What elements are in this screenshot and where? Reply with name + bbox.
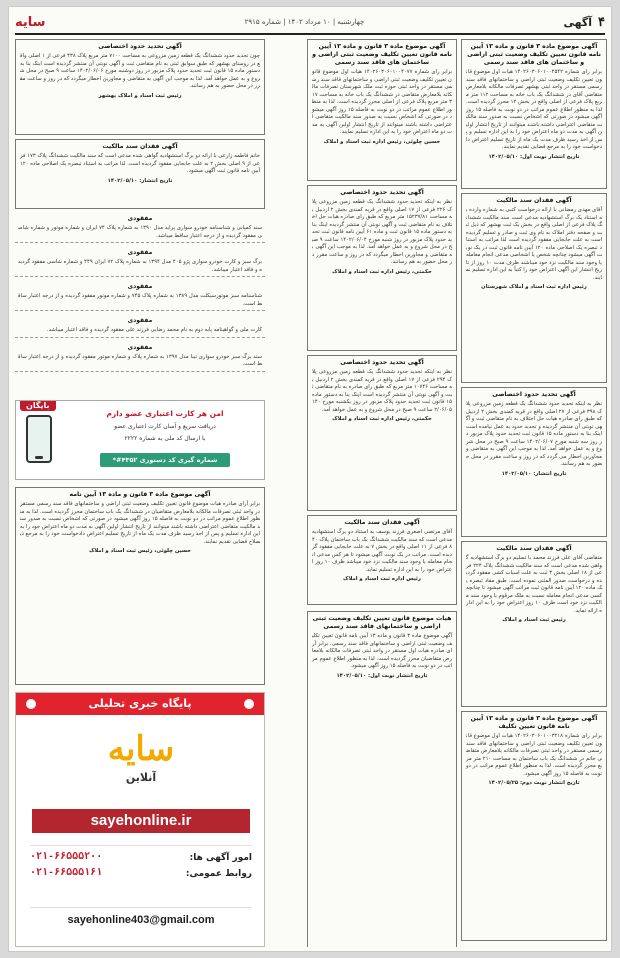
- issue-date: چهارشنبه | ۱۰ مرداد ۱۴۰۲ | شماره ۲۹۱۵: [244, 18, 365, 26]
- phone-list: [30, 850, 150, 882]
- website-link[interactable]: sayehonline.ir: [32, 809, 250, 833]
- page-header: [15, 11, 605, 35]
- ad-signature: حسین چلوئی، رئیس اداره ثبت اسناد و املاک: [323, 138, 441, 145]
- page-number: ۴: [598, 14, 605, 30]
- lost-title: مفقودی: [127, 283, 153, 290]
- ad-title: آگهی تحدید حدود اختصاصی: [98, 43, 182, 50]
- contact-block: [30, 845, 252, 889]
- ad-line: دریافت سریع و آسان کارت اعتباری عضو: [114, 423, 216, 430]
- ussd-code-box: شماره گیری کد دستوری ۴۳۵۲#*: [100, 453, 230, 467]
- ad-signature: رئیس اداره ثبت اسناد و املاک: [343, 576, 421, 582]
- promo-banner: پایگاه خبری تحلیلی: [16, 693, 264, 715]
- header-right: [563, 15, 605, 30]
- ad-tag: بایگان: [20, 400, 56, 411]
- ad-signature: حکمتی، رئیس اداره ثبت اسناد و املاک: [332, 268, 432, 275]
- phone-labels: [152, 850, 252, 882]
- ad-signature: رئیس اداره ثبت اسناد و املاک شهرستان: [481, 284, 587, 290]
- phone-pr[interactable]: ۰۲۱-۶۶۵۵۵۱۶۱: [30, 868, 103, 879]
- ad-headline: امن هر کارت اعتباری عضو دارم: [106, 409, 224, 418]
- lost-notice: [15, 281, 265, 311]
- newspaper-page: [8, 6, 612, 952]
- ad-title: آگهی موضوع ماده ۳ قانون و ماده ۱۳ آیین نامه: [69, 491, 211, 498]
- ad-title: آگهی موضوع ماده ۳ قانون و ماده ۱۳ آیین نامه قانون تعیین تکلیف: [470, 715, 598, 730]
- lost-notice: [15, 342, 265, 372]
- ad-title: آگهی موضوع ماده ۳ قانون و ماده ۱۳ آیین نامه قانون تعیین تکلیف وضعیت ثبتی اراضی و ساختمان های فاقد سند رسمی: [467, 43, 601, 66]
- ad-block: [461, 193, 607, 383]
- phone-ads[interactable]: ۰۲۱-۶۶۵۵۵۲۰۰: [30, 852, 103, 863]
- ad-title: آگهی فقدان سند مالکیت: [496, 197, 572, 204]
- ad-title: هیات موضوع قانون تعیین تکلیف وضعیت ثبتی اراضی و ساختمانهای فاقد سند رسمی: [312, 615, 452, 630]
- column-right: [461, 39, 607, 947]
- ad-block: [461, 39, 607, 189]
- ad-body: چون تحدید حدود ششدانگ یک قطعه زمین مزروعی به مساحت ۷۱۰۰ متر مربع پلاک ۴۳۸ فرعی از ۱ اصلی واقع در روستای بهشهر که طبق سوابق ثبتی به نام متقاضی ثبت و آگهی نوبتی آن منتشر گردیده است اینک بنا به دستور ماده ۱۵ قانون ثبت تحدید حدود پلاک مزبور در روز دوشنبه مورخ ۱۴۰۲/۰۶/۰۶ ساعت ۹ صبح در محل شروع و به عمل خواهد آمد. لذا به موجب این آگهی به متقاضی و مجاورین اخطار میگردد که در روز و ساعت مقرر در محل حضور به هم رسانند.: [20, 53, 260, 89]
- ad-signature: رئیس ثبت اسناد و املاک بهشهر: [98, 92, 182, 99]
- logo-sub: آنلاین: [125, 771, 157, 784]
- ad-block: [307, 611, 457, 947]
- lost-notice: [15, 213, 265, 243]
- ad-block: [15, 139, 265, 209]
- ad-block: [307, 185, 457, 351]
- masthead-logo: سایه: [15, 14, 46, 30]
- lost-notice: [15, 315, 265, 338]
- ad-body: برابر آرای صادره هیات موضوع قانون تعیین تکلیف وضعیت ثبتی اراضی و ساختمانهای فاقد سند رسمی مستقر در واحد ثبتی تصرفات مالکانه بلامعارض متقاضیان در ششدانگ یک باب ساختمان محرز گردیده است. لذا به منظور اطلاع عموم مراتب در دو نوبت به فاصله ۱۵ روز آگهی میشود در صورتی که اشخاص نسبت به صدور سند مالکیت متقاضی اعتراضی داشته باشند میتوانند از تاریخ انتشار اولین آگهی به مدت دو ماه اعتراض خود را به این اداره تسلیم و پس از اخذ رسید ظرف مدت یک ماه از تاریخ تسلیم اعتراض دادخواست خود را به مرجع ذیصلاح قضایی تقدیم نمایند.: [20, 501, 261, 545]
- section-title: آگهی: [563, 15, 593, 29]
- lost-body: سند کمپانی و شناسنامه خودرو سواری پراید مدل ۱۳۹۰ به شماره پلاک ۷۴ ایران و شماره موتور و شماره شاسی مفقود گردیده و از درجه اعتبار ساقط میباشد.: [18, 225, 263, 239]
- mobile-banking-ad[interactable]: [15, 400, 265, 480]
- ad-signature: تاریخ انتشار نوبت اول: ۱۴۰۲/۰۵/۱۰: [488, 153, 580, 160]
- ad-signature: رئیس ثبت اسناد و املاک: [502, 617, 566, 623]
- ad-block: [307, 355, 457, 511]
- lost-title: مفقودی: [127, 343, 153, 351]
- column-left: [15, 39, 265, 395]
- wide-notice: [15, 487, 265, 687]
- ad-title: آگهی فقدان سند مالکیت: [496, 545, 572, 552]
- lost-title: مفقودی: [127, 215, 153, 222]
- ad-block: [15, 487, 265, 685]
- ad-body: متقاضی آقای علی فرزند محمد با تسلیم دو برگ استشهادیه گواهی شده مدعی است که سند مالکیت ششدانگ پلاک ۲۲۴ فرعی از ۱۸ اصلی بخش ۳ ثبت به علت اسباب کشی مفقود گردیده و درخواست صدور المثنی نموده است. طبق مفاد تبصره یک ماده ۱۲۰ آیین نامه قانون ثبت مراتب آگهی میشود تا چنانچه کسی مدعی انجام معامله نسبت به ملک مرقوم یا وجود سند مالکیت نزد خود است ظرف ۱۰ روز اعتراض خود را به این اداره ارائه نماید.: [466, 555, 602, 614]
- label-ads: امور آگهی ها:: [189, 853, 252, 863]
- ad-title: آگهی تحدید حدود اختصاصی: [340, 359, 424, 366]
- ad-signature: تاریخ انتشار نوبت دوم: ۱۴۰۲/۰۵/۲۵: [488, 780, 580, 786]
- ad-title: آگهی تحدید حدود اختصاصی: [492, 391, 576, 398]
- lost-body: سند برگ سبز خودرو سواری تیبا مدل ۱۳۹۷ به شماره پلاک و شماره موتور مفقود گردیده و از درجه اعتبار ساقط است.: [18, 353, 262, 367]
- email-link[interactable]: sayehonline403@gmail.com: [30, 907, 252, 929]
- phone-icon: [26, 415, 52, 463]
- ad-block: [461, 387, 607, 537]
- ad-body: نظر به اینکه تحدید حدود ششدانگ یک قطعه زمین مزروعی پلاک ۲۲۶ فرعی از ۱۷ اصلی واقع در قریه کمندی بخش ۲ اردبیل به مساحت ۱۵۲۳۷/۸۱ متر مربع که طبق رای صادره هیات حل اختلاف به نام متقاضی ثبت و آگهی نوبتی آن منتشر گردیده اینک بنا به دستور ماده ۱۵ قانون ثبت و ماده ۶۱ آیین نامه قانون ثبت تحدید حدود پلاک مزبور در روز شنبه مورخ ۱۴۰۲/۰۶/۰۴ ساعت ۹ صبح در محل شروع و به عمل خواهد آمد. لذا به موجب این آگهی به متقاضی و مجاورین اخطار میگردد که در روز و ساعت مقرر در محل حضور به هم رسانند.: [311, 199, 453, 265]
- lost-body: شناسنامه سبز موتورسیکلت مدل ۱۳۸۹ به شماره پلاک ۷۴۵ و شماره موتور مفقود گردیده و از درجه اعتبار ساقط است.: [18, 293, 263, 307]
- ad-block: [461, 711, 607, 941]
- ad-body: خانم فاطمه زارعی با ارائه دو برگ استشهادیه گواهی شده مدعی است که سند مالکیت ششدانگ پلاک ۱۷۳ فرعی از ۹ اصلی بخش ۲ به علت جابجایی مفقود گردیده است. لذا مراتب به استناد تبصره یک اصلاحی ماده ۱۲۰ آیین نامه قانون ثبت آگهی میشود.: [20, 153, 260, 174]
- ad-title: آگهی فقدان سند مالکیت: [102, 143, 178, 150]
- lost-notice: [15, 247, 265, 277]
- ad-body: آقای مرتضی اصغری فرزند یوسف به استناد دو برگ استشهادیه مدعی است که سند مالکیت ششدانگ یک باب ساختمان پلاک ۴۰۸ فرعی از ۱۱ اصلی واقع در بخش ۷ به علت جابجایی مفقود گردیده است. مراتب در یک نوبت آگهی میشود تا هر کس مدعی انجام معامله یا وجود سند مالکیت نزد خود میباشد ظرف ۱۰ روز اعتراض خود را به این اداره تسلیم نماید.: [312, 529, 452, 573]
- ad-title: آگهی فقدان سند مالکیت: [344, 519, 420, 526]
- ad-title: آگهی موضوع ماده ۳ قانون و ماده ۱۳ آیین نامه قانون تعیین تکلیف وضعیت ثبتی اراضی و ساختمان های فاقد سند رسمی: [312, 43, 452, 66]
- column-center: [307, 39, 457, 947]
- ad-signature: حسین چلوئی، رئیس ثبت اسناد و املاک: [88, 548, 192, 554]
- logo-main: سایه: [107, 729, 175, 769]
- promo-logo: [36, 727, 246, 797]
- ad-block: [15, 39, 265, 135]
- ad-body: برابر رای شماره ۱۴۰۲۶۰۳۰۶۰۱۰۰۴۵۴۲ هیات اول موضوع قانون تعیین تکلیف وضعیت ثبتی اراضی و ساختمانهای فاقد سند رسمی مستقر در واحد ثبتی بهشهر تصرفات مالکانه بلامعارض متقاضی آقای در ششدانگ یک باب خانه به مساحت ۱۱۲ متر مربع پلاک فرعی از اصلی واقع در بخش ۱۲ محرز گردیده است. لذا به منظور اطلاع عموم مراتب در دو نوبت به فاصله ۱۵ روز آگهی میشود در صورتی که اشخاص نسبت به صدور سند مالکیت متقاضی اعتراضی داشته باشند میتوانند از تاریخ انتشار اولین آگهی به مدت دو ماه اعتراض خود را به این اداره تسلیم و پس از اخذ رسید ظرف مدت یک ماه از تاریخ تسلیم اعتراض دادخواست خود را به مرجع قضایی تقدیم نمایند.: [466, 69, 603, 150]
- ad-signature: حکمتی، رئیس اداره ثبت اسناد و املاک: [332, 416, 432, 422]
- ad-body: برابر رای شماره ۱۴۰۲۶۰۳۰۶۰۱۰۰۴۰۷۷ هیات اول موضوع قانون تعیین تکلیف وضعیت ثبتی اراضی و ساختمانهای فاقد سند رسمی مستقر در واحد ثبتی حوزه ثبت ملک شهرستان تصرفات مالکانه بلامعارض متقاضی در ششدانگ یک باب خانه به مساحت ۱۷۳ متر مربع پلاک فرعی از اصلی محرز گردیده است. لذا به منظور اطلاع عموم مراتب در دو نوبت به فاصله ۱۵ روز آگهی میشود در صورتی که اشخاص نسبت به صدور سند مالکیت متقاضی اعتراضی داشته باشند میتوانند از تاریخ انتشار اولین آگهی به مدت دو ماه اعتراض خود را به این اداره تسلیم نمایند.: [312, 69, 452, 135]
- ad-body: برابر رای شماره ۱۴۰۲۶۰۳۰۶۰۱۰۰۳۲۱۸ هیات اول موضوع قانون تعیین تکلیف وضعیت ثبتی اراضی و ساختمانهای فاقد سند رسمی مستقر در واحد ثبتی تصرفات مالکانه بلامعارض متقاضی خانم در ششدانگ یک باب ساختمان به مساحت ۲۱۰ متر مربع محرز گردیده است. لذا به منظور اطلاع عموم مراتب در دو نوبت به فاصله ۱۵ روز آگهی میشود.: [466, 733, 602, 777]
- lost-body: کارت ملی و گواهینامه پایه دوم به نام محمد رضایی فرزند علی مفقود گردیده و فاقد اعتبار میباشد.: [46, 327, 262, 333]
- ad-line: با ارسال کد ملی به شماره ۲۲۲۲: [124, 435, 206, 442]
- ad-signature: تاریخ انتشار: ۱۴۰۲/۰۵/۱۰: [107, 177, 173, 184]
- label-pr: روابط عمومی:: [185, 869, 252, 879]
- ad-body: آگهی موضوع ماده ۳ قانون و ماده ۱۳ آیین نامه قانون تعیین تکلیف وضعیت ثبتی اراضی و ساختمانهای فاقد سند رسمی، برابر آرای صادره هیات اول مستقر در واحد ثبتی تصرفات مالکانه بلامعارض متقاضیان محرز گردیده است. لذا به منظور اطلاع عموم مراتب در دو نوبت به فاصله ۱۵ روز آگهی میشود.: [312, 633, 452, 669]
- ad-signature: تاریخ انتشار: ۱۴۰۲/۰۵/۱۰: [501, 470, 567, 477]
- ad-block: [307, 515, 457, 605]
- ad-block: [461, 541, 607, 707]
- lost-title: مفقودی: [127, 249, 153, 256]
- sayeh-online-promo[interactable]: [15, 692, 265, 947]
- ad-signature: تاریخ انتشار نوبت اول: ۱۴۰۲/۰۵/۱۰: [336, 672, 428, 679]
- lost-body: برگ سبز و کارت خودرو سواری پژو ۴۰۵ مدل ۱۳۹۴ به شماره پلاک ۷۲ ایران ۴۴۹ و شماره شاسی مفقود گردیده و فاقد اعتبار میباشد.: [18, 259, 262, 273]
- ad-body: آقای مهدی رمضانی با ارائه درخواست کتبی به شماره وارده به استناد یک برگ استشهادیه مدعی است سند مالکیت ششدانگ پلاک فرعی از اصلی واقع در بخش یک ثبت بهشهر که ذیل ثبت و صفحه دفتر املاک به نام وی ثبت و صادر و تسلیم گردیده است به علت جابجایی مفقود گردیده است لذا مراتب به استناد تبصره یک اصلاحی ماده ۱۲۰ آیین نامه قانون ثبت در یک نوبت آگهی میشود چنانچه شخص یا اشخاصی مدعی انجام معامله یا وجود سند مالکیت نزد خود میباشند ظرف مدت ۱۰ روز از تاریخ انتشار این آگهی اعتراض خود را کتباً به این اداره تسلیم نمایند.: [466, 207, 603, 281]
- ad-body: نظر به اینکه تحدید حدود ششدانگ یک قطعه زمین مزروعی پلاک ۲۹۴ فرعی از ۱۷ اصلی واقع در قریه کمندی بخش ۲ اردبیل به مساحت ۱۰۷۴۶ متر مربع که طبق رای صادره به نام متقاضی ثبت و آگهی نوبتی آن منتشر گردیده است اینک بنا به دستور ماده ۱۵ قانون ثبت تحدید حدود پلاک مزبور در روز یکشنبه مورخ ۱۴۰۲/۰۶/۰۵ ساعت ۹ صبح در محل شروع و به عمل خواهد آمد.: [312, 369, 452, 413]
- lost-title: مفقودی: [127, 317, 153, 324]
- ad-block: [307, 39, 457, 181]
- ad-title: آگهی تحدید حدود اختصاصی: [340, 189, 424, 196]
- ad-body: نظر به اینکه تحدید حدود ششدانگ یک قطعه زمین مزروعی پلاک ۳۹۸ فرعی از ۲۷ اصلی واقع در قریه کمندی بخش ۲ اردبیل که طبق رای صادره هیات حل اختلاف به نام متقاضی ثبت و آگهی نوبتی آن منتشر گردیده و تحدید حدود به عمل نیامده است اینک بنا به دستور ماده ۱۵ قانون ثبت تحدید حدود پلاک مزبور در روز سه شنبه مورخ ۱۴۰۲/۰۶/۰۷ ساعت ۹ صبح در محل شروع و به عمل خواهد آمد. لذا به موجب این آگهی به متقاضی و مجاورین اخطار می گردد که در روز و ساعت مقرر در محل حضور به هم رسانند.: [466, 401, 602, 467]
